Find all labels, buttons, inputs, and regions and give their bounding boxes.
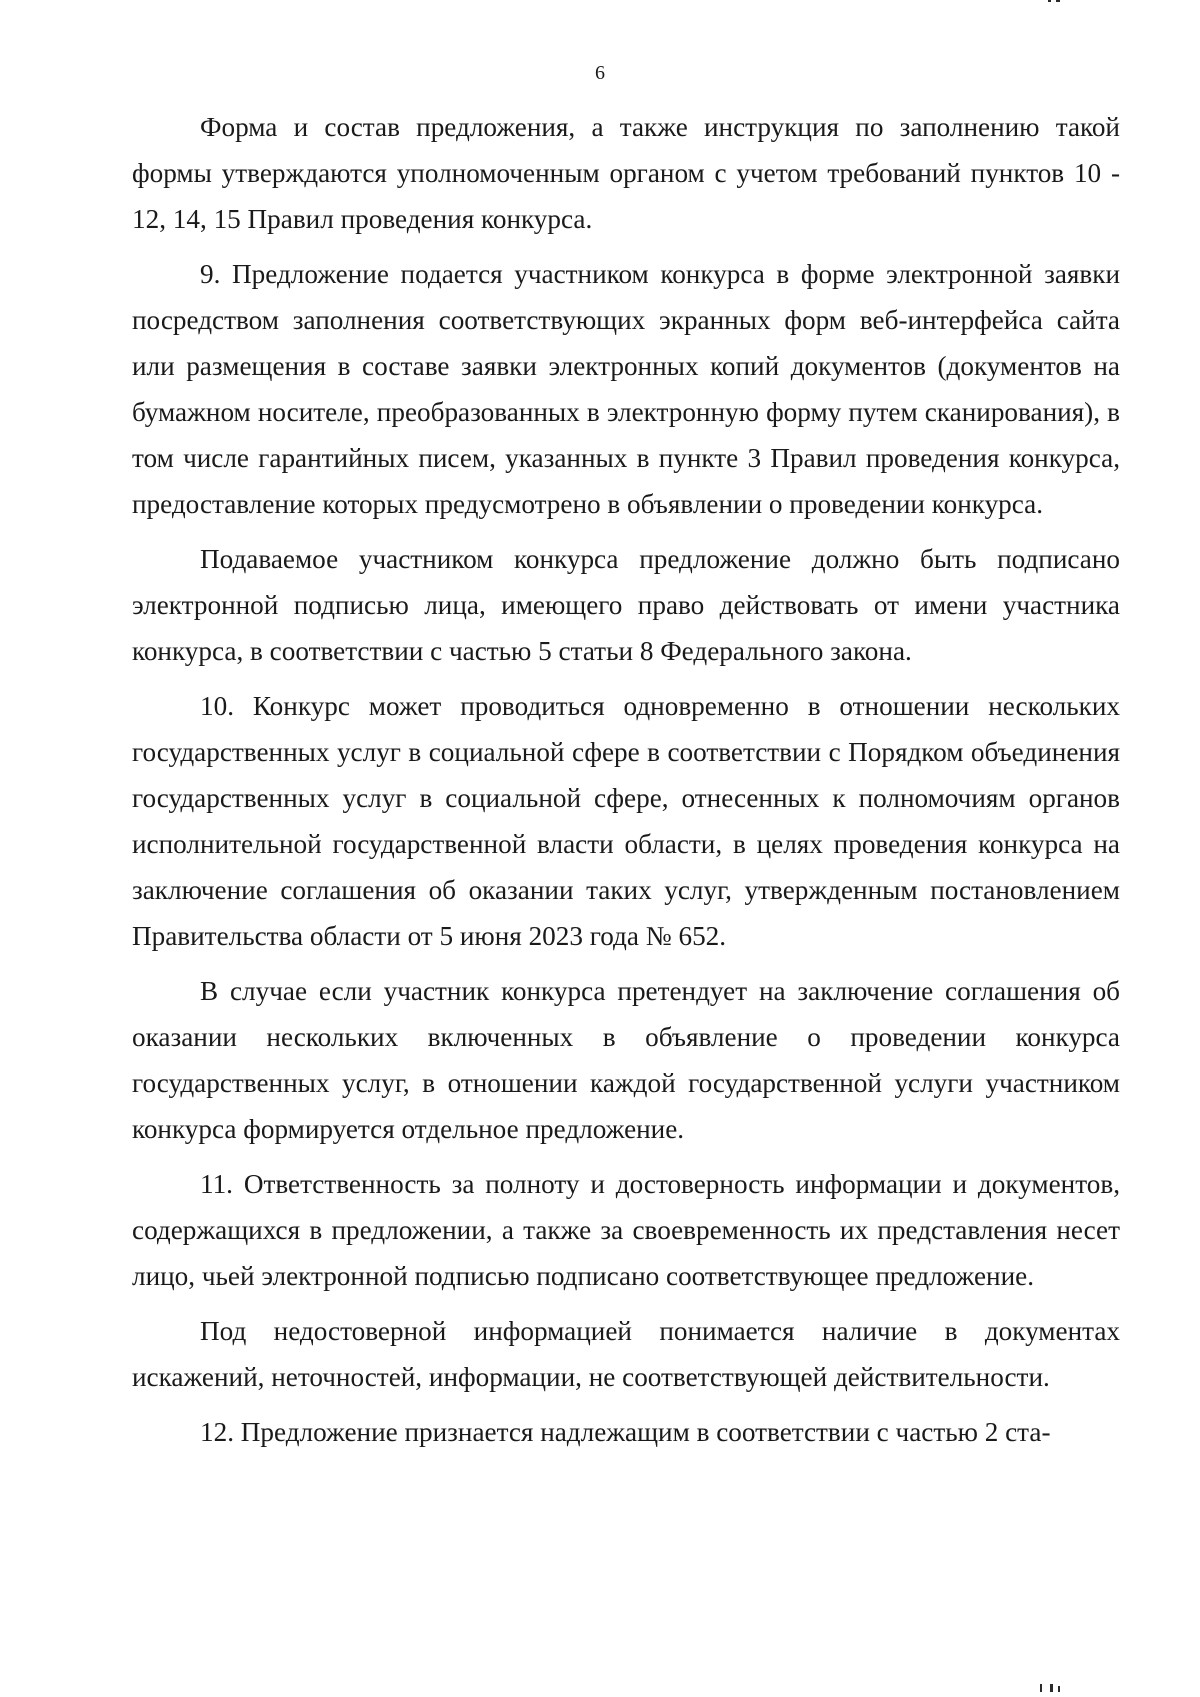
scan-artifact xyxy=(1048,0,1051,2)
scan-artifact xyxy=(1050,1684,1053,1692)
paragraph: 11. Ответственность за полноту и достоверность информации и документов, содержащихся в предложении, а также за своевременность их представления несет лицо, чьей электронной подписью подписано соответствующее предложение. xyxy=(132,1169,1120,1291)
paragraph: 9. Предложение подается участником конкурса в форме электронной заявки посредством заполнения соответствующих экранных форм веб-интерфейса сайта или размещения в составе заявки электронных копий документов (документов на бумажном носителе, преобразованных в электронную форму путем сканирования), в том числе гарантийных писем, указанных в пункте 3 Правил проведения конкурса, предоставление которых предусмотрено в объявлении о проведении конкурса. xyxy=(132,259,1120,519)
paragraph: Под недостоверной информацией понимается наличие в документах искажений, неточностей, информации, не соответствующей действительности. xyxy=(132,1316,1120,1392)
scan-artifact xyxy=(1056,0,1060,2)
paragraph: В случае если участник конкурса претендует на заключение соглашения об оказании нескольких включенных в объявление о проведении конкурса государственных услуг, в отношении каждой государственной услуги участником конкурса формируется отдельное предложение. xyxy=(132,976,1120,1144)
paragraph: 10. Конкурс может проводиться одновременно в отношении нескольких государственных услуг в социальной сфере в соответствии с Порядком объединения государственных услуг в социальной сфере, отнесенных к полномочиям органов исполнительной государственной власти области, в целях проведения конкурса на заключение соглашения об оказании таких услуг, утвержденным постановлением Правительства области от 5 июня 2023 года № 652. xyxy=(132,691,1120,951)
paragraph: Форма и состав предложения, а также инструкция по заполнению такой формы утверждаются уполномоченным органом с учетом требований пунктов 10 - 12, 14, 15 Правил проведения конкурса. xyxy=(132,112,1120,234)
scan-artifact xyxy=(1058,1686,1060,1692)
document-body xyxy=(132,104,1120,1455)
scan-artifact xyxy=(1040,1684,1042,1692)
paragraph: 12. Предложение признается надлежащим в соответствии с частью 2 ста- xyxy=(200,1417,1051,1447)
page-number: 6 xyxy=(595,62,605,84)
paragraph: Подаваемое участником конкурса предложение должно быть подписано электронной подписью лица, имеющего право действовать от имени участника конкурса, в соответствии с частью 5 статьи 8 Федерального закона. xyxy=(132,544,1120,666)
